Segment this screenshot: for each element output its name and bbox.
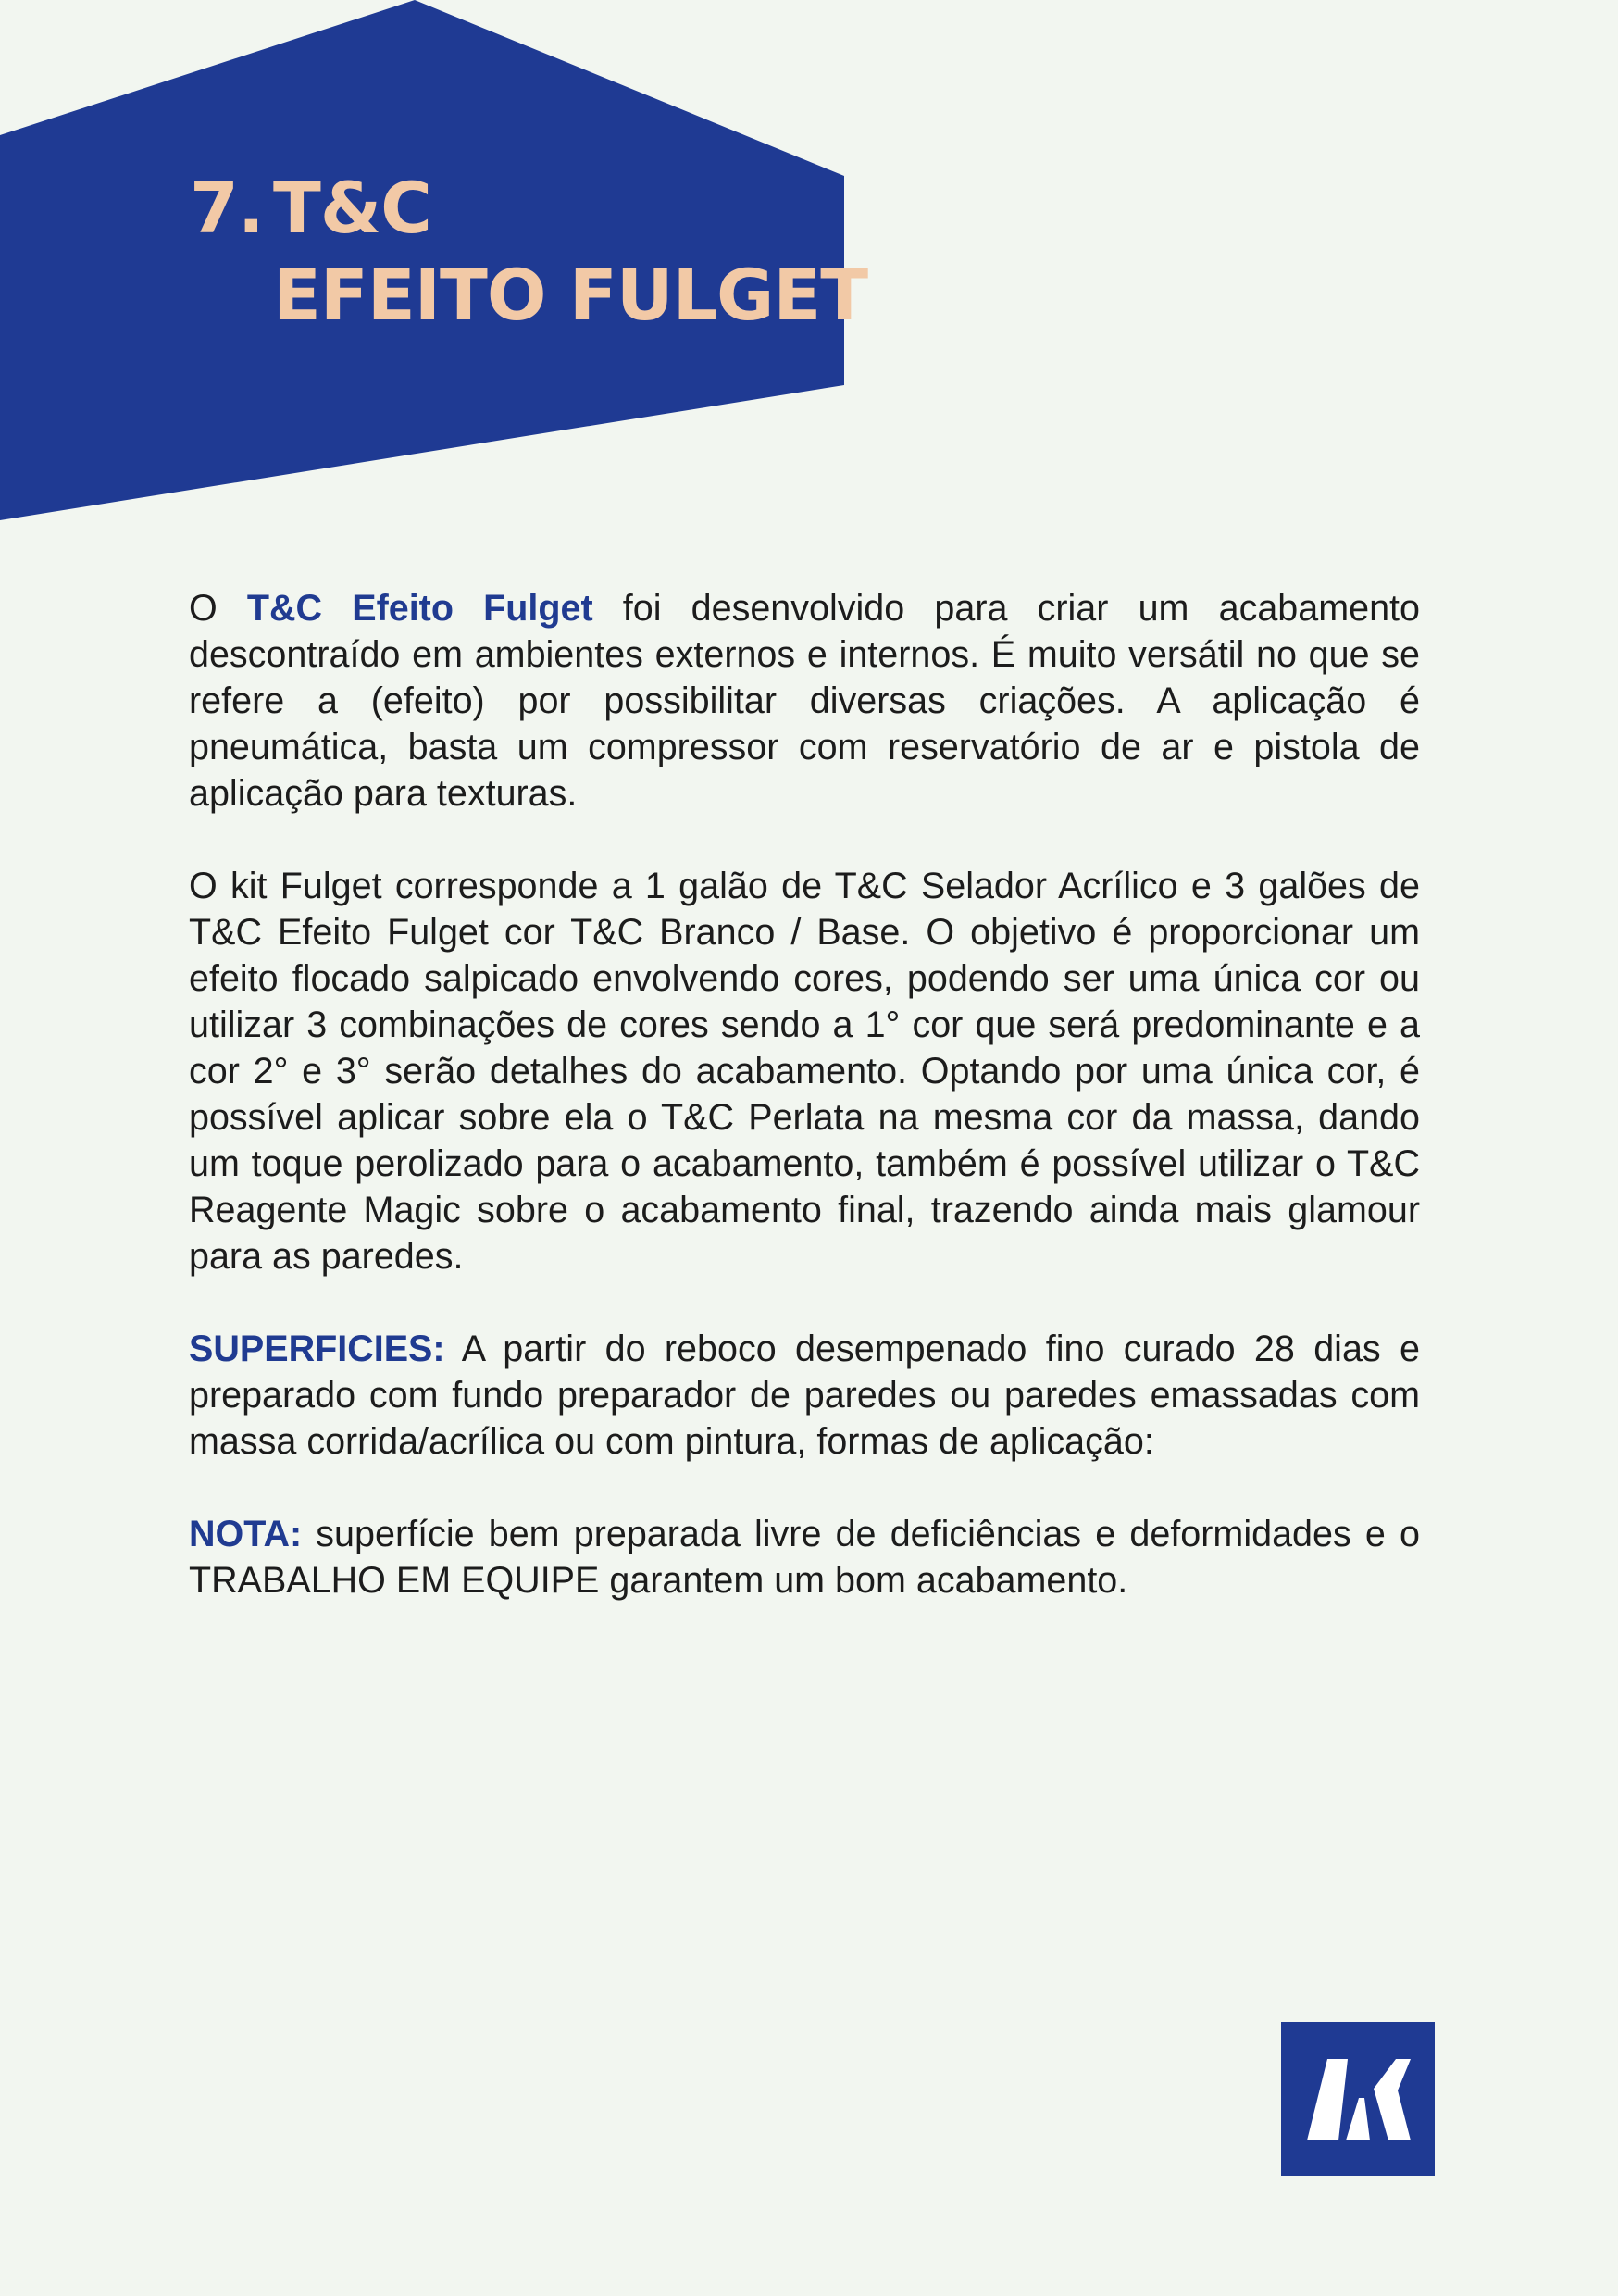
note-paragraph bbox=[189, 1511, 1420, 1603]
page-title bbox=[190, 165, 867, 339]
brand-logo-icon bbox=[1281, 2022, 1435, 2176]
intro-paragraph bbox=[189, 585, 1420, 817]
surfaces-text: A partir do reboco desempenado fino curado 28 dias e preparado com fundo preparador de paredes ou paredes emassadas com massa corrida/acrílica ou com pintura, formas de aplicação: bbox=[189, 1329, 1420, 1462]
product-name-highlight: T&C Efeito Fulget bbox=[246, 588, 593, 629]
note-label: NOTA: bbox=[189, 1514, 303, 1554]
title-line-1 bbox=[190, 165, 867, 252]
title-line-2 bbox=[190, 252, 867, 339]
intro-prefix: O bbox=[189, 588, 247, 629]
surfaces-label: SUPERFICIES: bbox=[189, 1329, 445, 1369]
section-number: 7. bbox=[190, 167, 264, 249]
note-text: superfície bem preparada livre de deficiências e deformidades e o TRABALHO EM EQUIPE garantem um bom acabamento. bbox=[189, 1514, 1420, 1601]
kit-paragraph: O kit Fulget corresponde a 1 galão de T&C Selador Acrílico e 3 galões de T&C Efeito Fulget cor T&C Branco / Base. O objetivo é proporcionar um efeito flocado salpicado envolvendo cores, podendo ser uma única cor ou utilizar 3 combinações de cores sendo a 1° cor que será predominante e a cor 2° e 3° serão detalhes do acabamento. Optando por uma única cor, é possível aplicar sobre ela o T&C Perlata na mesma cor da massa, dando um toque perolizado para o acabamento, também é possível utilizar o T&C Reagente Magic sobre o acabamento final, trazendo ainda mais glamour para as paredes. bbox=[189, 866, 1420, 1277]
surfaces-paragraph bbox=[189, 1326, 1420, 1465]
intro-text: foi desenvolvido para criar um acabamento descontraído em ambientes externos e internos. É muito versátil no que se refere a (efeito) por possibilitar diversas criações. A aplicação é pneumática, basta um compressor com reservatório de ar e pistola de aplicação para texturas. bbox=[189, 588, 1421, 814]
title-product: EFEITO FULGET bbox=[273, 254, 868, 336]
body-content bbox=[189, 585, 1420, 1650]
title-brand: T&C bbox=[273, 167, 431, 249]
